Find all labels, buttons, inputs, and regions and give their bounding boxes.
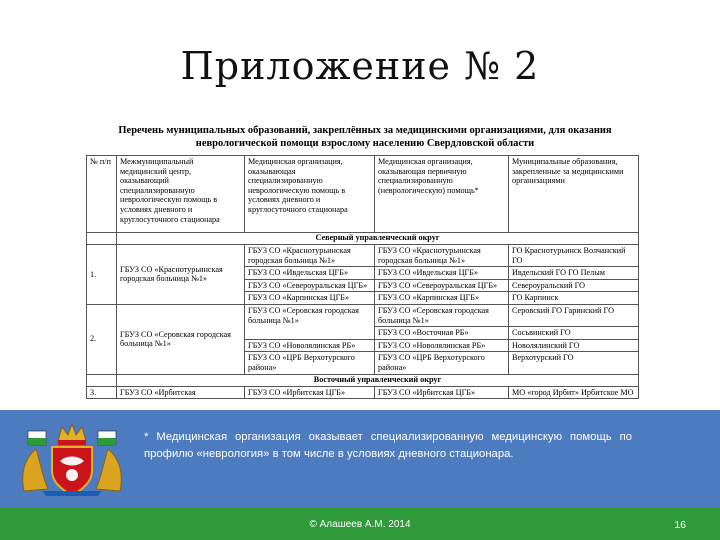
table-row [87, 304, 639, 326]
center-name: ГБУЗ СО «Краснотурьинская городская больница №1» [117, 245, 245, 305]
primary-org: ГБУЗ СО «Краснотурьинская городская больница №1» [375, 245, 509, 267]
specialized-org: ГБУЗ СО «Серовская городская больница №1» [245, 304, 375, 339]
center-name: ГБУЗ СО «Ирбитская [117, 386, 245, 399]
footer-author: © Алашеев А.М. 2014 [309, 519, 411, 530]
table-row [87, 245, 639, 267]
municipalities: Ивдельский ГО ГО Пелым [509, 267, 639, 280]
specialized-org: ГБУЗ СО «Ирбитская ЦГБ» [245, 386, 375, 399]
row-number: 3. [87, 386, 117, 399]
table-header-row [87, 156, 639, 233]
district-row [87, 233, 639, 245]
specialized-org: ГБУЗ СО «Карпинская ЦГБ» [245, 292, 375, 305]
document-heading-line2: неврологической помощи взрослому населению Свердловской области [195, 138, 535, 149]
primary-org: ГБУЗ СО «Ирбитская ЦГБ» [375, 386, 509, 399]
specialized-org: ГБУЗ СО «Ивдельская ЦГБ» [245, 267, 375, 280]
page-number: 16 [674, 519, 686, 531]
municipalities: Новолялинский ГО [509, 339, 639, 352]
municipalities: Верхотурский ГО [509, 352, 639, 374]
municipalities-table [86, 155, 639, 399]
municipalities: ГО Краснотурьинск Волчанский ГО [509, 245, 639, 267]
slide-title: Приложение № 2 [180, 44, 540, 88]
header-specialized: Медицинская организация, оказывающая специализированную неврологическую помощь в условиях дневного и круглосуточного стационара [245, 156, 375, 233]
primary-org: ГБУЗ СО «Восточная РБ» [375, 327, 509, 340]
primary-org: ГБУЗ СО «ЦРБ Верхотурского района» [375, 352, 509, 374]
document-heading-line1: Перечень муниципальных образований, закреплённых за медицинскими организациями, для оказания [118, 125, 612, 136]
row-number: 2. [87, 304, 117, 374]
municipalities: ГО Карпинск [509, 292, 639, 305]
specialized-org: ГБУЗ СО «ЦРБ Верхотурского района» [245, 352, 375, 374]
primary-org: ГБУЗ СО «Карпинская ЦГБ» [375, 292, 509, 305]
specialized-org: ГБУЗ СО «Краснотурьинская городская больница №1» [245, 245, 375, 267]
district-east: Восточный управленческий округ [117, 374, 639, 386]
municipalities: Серовский ГО Гаринский ГО [509, 304, 639, 326]
header-municipal: Муниципальные образования, закрепленные за медицинскими организациями [509, 156, 639, 233]
municipalities: МО «город Ирбит» Ирбитское МО [509, 386, 639, 399]
district-row [87, 374, 639, 386]
primary-org: ГБУЗ СО «Ивдельская ЦГБ» [375, 267, 509, 280]
header-num: № п/п [87, 156, 117, 233]
table-row [87, 386, 639, 399]
specialized-org: ГБУЗ СО «Североуральская ЦГБ» [245, 279, 375, 292]
row-number: 1. [87, 245, 117, 305]
center-name: ГБУЗ СО «Серовская городская больница №1» [117, 304, 245, 374]
coat-of-arms-icon [18, 421, 126, 497]
footnote: * Медицинская организация оказывает специализированную медицинскую помощь по профилю «неврология» в том числе в условиях дневного стационара. [144, 431, 632, 460]
primary-org: ГБУЗ СО «Новолялинская РБ» [375, 339, 509, 352]
primary-org: ГБУЗ СО «Серовская городская больница №1» [375, 304, 509, 326]
primary-org: ГБУЗ СО «Североуральская ЦГБ» [375, 279, 509, 292]
header-center: Межмуниципальный медицинский центр, оказывающий специализированную неврологическую помощь в условиях дневного и круглосуточного стационара [117, 156, 245, 233]
municipalities: Сосьвинский ГО [509, 327, 639, 340]
specialized-org: ГБУЗ СО «Новолялинская РБ» [245, 339, 375, 352]
municipalities: Североуральский ГО [509, 279, 639, 292]
district-north: Северный управленческий округ [117, 233, 639, 245]
document-heading [90, 124, 640, 150]
header-primary: Медицинская организация, оказывающая первичную специализированную (неврологическую) помощь* [375, 156, 509, 233]
